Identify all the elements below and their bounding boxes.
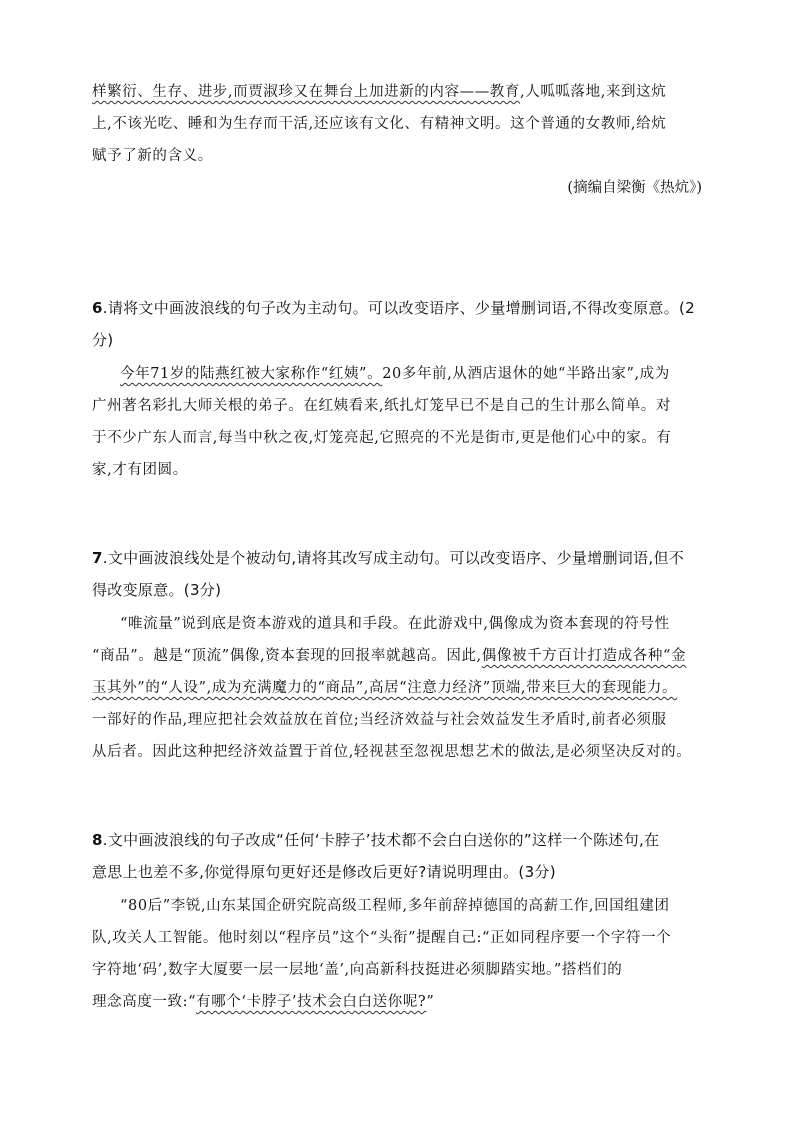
passage-line <box>120 364 704 384</box>
question-number: 8 <box>92 831 103 849</box>
passage-line <box>92 992 704 1012</box>
passage-text: “商品”。越是“顶流”偶像,资本套现的回报率就越高。因此, <box>92 648 482 664</box>
passage-line: 一部好的作品,理应把社会效益放在首位;当经济效益与社会效益发生矛盾时,前者必须服 <box>92 712 667 728</box>
passage-line: 于不少广东人而言,每当中秋之夜,灯笼亮起,它照亮的不光是街市,更是他们心中的家。有 <box>92 430 672 446</box>
passage-line: 赋予了新的含义。 <box>92 148 213 164</box>
passage-text: 理念高度一致:“ <box>92 994 197 1010</box>
passage-line <box>92 82 704 102</box>
wavy-underlined-text: 有哪个‘卡脖子’技术会白白送你呢? <box>196 994 427 1010</box>
passage-line <box>92 678 704 698</box>
passage-source: (摘编自梁衡《热炕》) <box>567 180 702 196</box>
question-8-prompt <box>92 830 704 850</box>
question-text: .文中画波浪线的句子改成“任何‘卡脖子’技术都不会白白送你的”这样一个陈述句,在 <box>102 831 660 849</box>
question-6-prompt <box>92 298 704 318</box>
question-6-prompt-cont: 分) <box>92 331 114 349</box>
passage-line: 从后者。因此这种把经济效益置于首位,轻视甚至忽视思想艺术的做法,是必须坚决反对的。 <box>92 744 692 760</box>
passage-line: 字符地‘码’,数字大厦要一层一层地‘盖’,向高新科技挺进必须脚踏实地。”搭档们的 <box>92 962 623 978</box>
passage-line: “80后”李锐,山东某国企研究院高级工程师,多年前辞掉德国的高薪工作,回国组建团 <box>120 898 670 914</box>
question-number: 6 <box>92 299 103 317</box>
wavy-underlined-text: 今年71岁的陆燕红被大家称作“红姨”。 <box>120 366 383 382</box>
question-7-prompt-cont: 得改变原意。(3分) <box>92 581 222 599</box>
wavy-underlined-text: 玉其外”的“人设”,成为充满魔力的“商品”,高居“注意力经济”顶端,带来巨大的套现能力。 <box>92 680 678 696</box>
question-text: .请将文中画波浪线的句子改为主动句。可以改变语序、少量增删词语,不得改变原意。(2 <box>102 299 695 317</box>
passage-line: 家,才有团圆。 <box>92 462 188 478</box>
passage-line <box>92 646 704 666</box>
passage-text: ” <box>426 994 435 1010</box>
passage-text: 20多年前,从酒店退休的她“半路出家”,成为 <box>382 366 670 382</box>
question-number: 7 <box>92 549 103 567</box>
question-text: .文中画波浪线处是个被动句,请将其改写成主动句。可以改变语序、少量增删词语,但不 <box>102 549 685 567</box>
passage-line: 上,不该光吃、睡和为生存而干活,还应该有文化、有精神文明。这个普通的女教师,给炕 <box>92 116 667 132</box>
passage-text: ,人呱呱落地,来到这炕 <box>520 84 667 100</box>
question-7-prompt <box>92 548 704 568</box>
passage-line: 广州著名彩扎大师关根的弟子。在红姨看来,纸扎灯笼早已不是自己的生计那么简单。对 <box>92 398 672 414</box>
question-8-prompt-cont: 意思上也差不多,你觉得原句更好还是修改后更好?请说明理由。(3分) <box>92 863 556 881</box>
passage-line: “唯流量”说到底是资本游戏的道具和手段。在此游戏中,偶像成为资本套现的符号性 <box>120 616 670 632</box>
wavy-underlined-text: 样繁衍、生存、进步,而贾淑珍又在舞台上加进新的内容——教育 <box>92 84 521 100</box>
passage-line: 队,攻关人工智能。他时刻以“程序员”这个“头衔”提醒自己:“正如同程序要一个字符一个 <box>92 930 672 946</box>
wavy-underlined-text: 偶像被千方百计打造成各种“金 <box>481 648 687 664</box>
